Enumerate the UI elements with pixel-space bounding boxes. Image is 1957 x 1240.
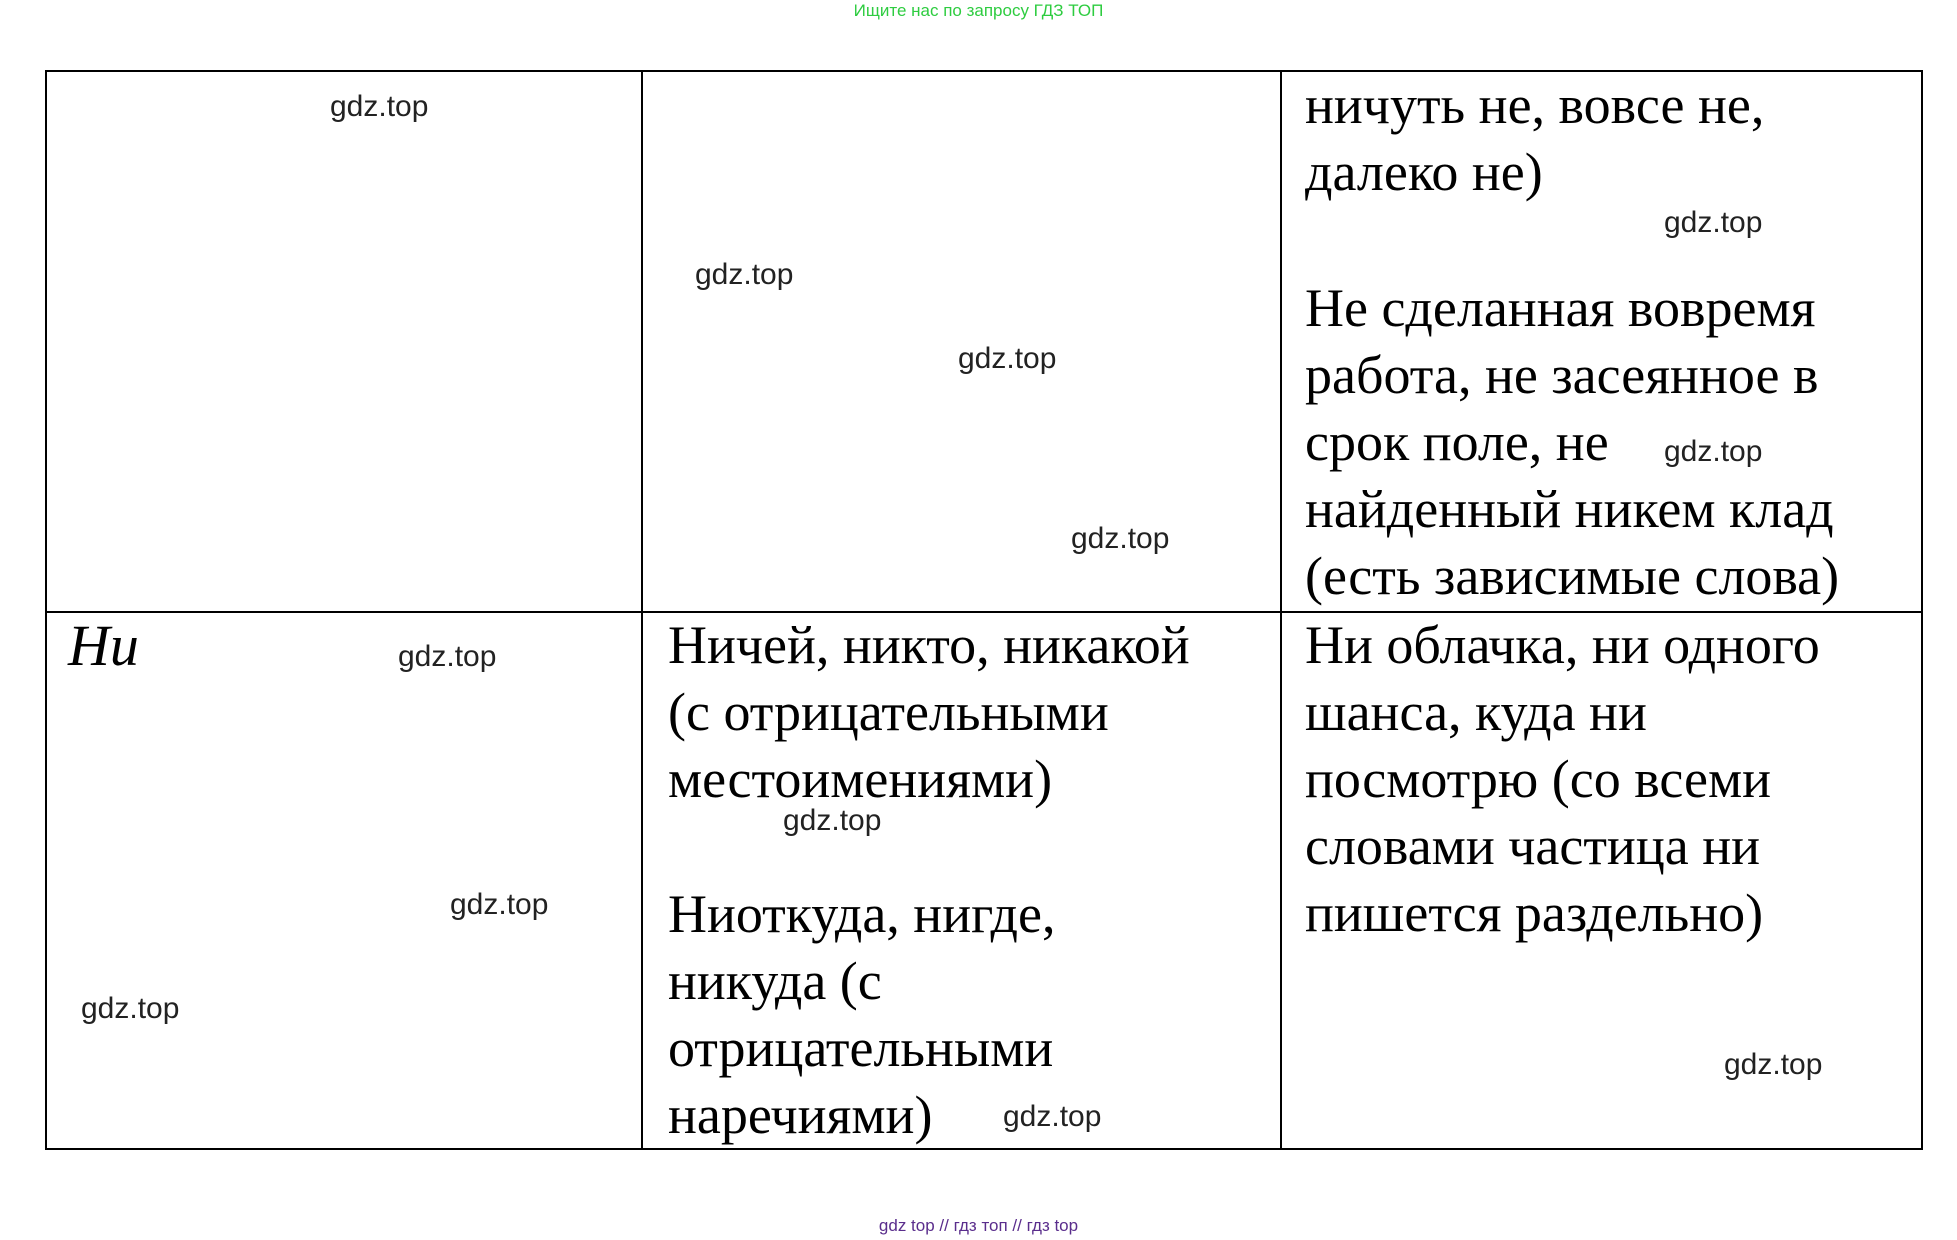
watermark: gdz.top bbox=[1003, 1100, 1102, 1133]
text-line: работа, не засеянное в bbox=[1305, 345, 1819, 405]
table-column-divider-1 bbox=[641, 70, 643, 1150]
watermark: gdz.top bbox=[1071, 522, 1170, 555]
text-line: отрицательными bbox=[668, 1018, 1054, 1078]
watermark: gdz.top bbox=[398, 640, 497, 673]
text-line: местоимениями) bbox=[668, 749, 1053, 809]
text-line: (с отрицательными bbox=[668, 682, 1109, 742]
watermark: gdz.top bbox=[81, 992, 180, 1025]
row1-col3-text-1 bbox=[1305, 72, 1764, 206]
text-line: шанса, куда ни bbox=[1305, 682, 1647, 742]
watermark: gdz.top bbox=[783, 804, 882, 837]
row2-col3-text-1 bbox=[1305, 612, 1820, 947]
text-line: (есть зависимые слова) bbox=[1305, 546, 1840, 606]
watermark: gdz.top bbox=[1664, 206, 1763, 239]
text-line: далеко не) bbox=[1305, 142, 1543, 202]
text-line: посмотрю (со всеми bbox=[1305, 749, 1772, 809]
footer-links: gdz top // гдз топ // гдз top bbox=[878, 1216, 1079, 1235]
text-line: Не сделанная вовремя bbox=[1305, 278, 1816, 338]
row2-col2-text-1 bbox=[668, 612, 1190, 813]
row2-col2-text-2 bbox=[668, 881, 1056, 1149]
text-line: никуда (с bbox=[668, 951, 882, 1011]
top-banner: Ищите нас по запросу ГДЗ ТОП bbox=[853, 1, 1104, 20]
watermark: gdz.top bbox=[1724, 1048, 1823, 1081]
text-line: найденный никем клад bbox=[1305, 479, 1834, 539]
watermark: gdz.top bbox=[1664, 435, 1763, 468]
text-line: ничуть не, вовсе не, bbox=[1305, 75, 1765, 135]
text-line: наречиями) bbox=[668, 1085, 933, 1145]
text-line: Ни облачка, ни одного bbox=[1305, 615, 1820, 675]
text-line: Ничей, никто, никакой bbox=[668, 615, 1190, 675]
text-line: срок поле, не bbox=[1305, 412, 1609, 472]
text-line: пишется раздельно) bbox=[1305, 883, 1764, 943]
watermark: gdz.top bbox=[695, 258, 794, 291]
watermark: gdz.top bbox=[450, 888, 549, 921]
text-line: словами частица ни bbox=[1305, 816, 1760, 876]
watermark: gdz.top bbox=[958, 342, 1057, 375]
row2-col1-label: Ни bbox=[68, 613, 139, 678]
watermark: gdz.top bbox=[330, 90, 429, 123]
table-column-divider-2 bbox=[1280, 70, 1282, 1150]
text-line: Ниоткуда, нигде, bbox=[668, 884, 1056, 944]
